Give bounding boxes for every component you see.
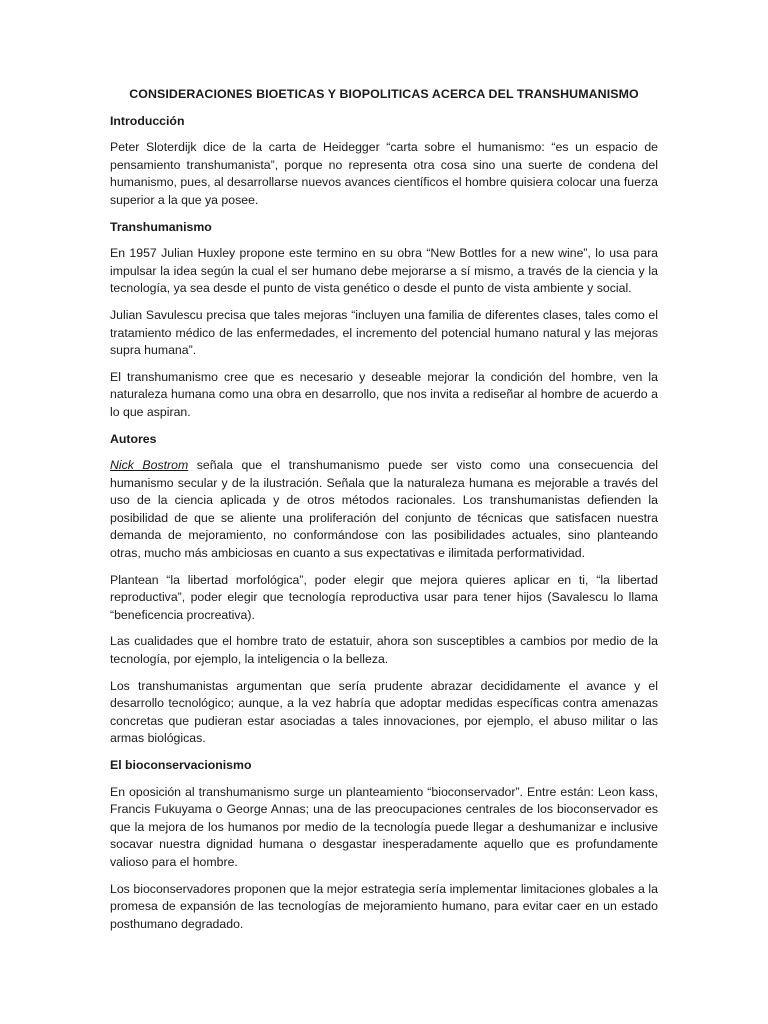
document-title: CONSIDERACIONES BIOETICAS Y BIOPOLITICAS ACERCA DEL TRANSHUMANISMO [129, 87, 639, 101]
section-heading-transhumanismo: Transhumanismo [110, 219, 212, 234]
paragraph-bioconservacionismo-2: Los bioconservadores proponen que la mejor estrategia sería implementar limitaciones globales a la promesa de expansión de las tecnologías de mejoramiento humano, para evitar caer en un estado posthumano degradado. [110, 881, 658, 931]
paragraph-transhumanismo-2: Julian Savulescu precisa que tales mejoras “incluyen una familia de diferentes clases, tales como el tratamiento médico de las enfermedades, el incremento del potencial humano natural y las mejoras supra humana”. [110, 307, 658, 358]
paragraph-bioconservacionismo-1: En oposición al transhumanismo surge un planteamiento “bioconservador”. Entre están: Leon kass, Francis Fukuyama o George Annas; una de las preocupaciones centrales de los bioconservador es que la mejora de los humanos por medio de la tecnología puede llegar a deshumanizar e inclusive socavar nuestra dignidad humana o desgastar inesperadamente aquello que es profundamente valioso para el hombre. [110, 784, 658, 869]
paragraph-autores-4: Los transhumanistas argumentan que sería prudente abrazar decididamente el avance y el desarrollo tecnológico; aunque, a la vez habría que adoptar medidas específicas contra amenazas concretas que pudieran estar asociadas a tales innovaciones, por ejemplo, el abuso militar o las armas biológicas. [110, 678, 658, 746]
document-page [110, 86, 658, 942]
section-heading-intro: Introducción [110, 113, 185, 128]
paragraph-autores-1 [110, 457, 658, 563]
author-link-nick-bostrom[interactable]: Nick Bostrom [110, 458, 189, 473]
paragraph-autores-2: Plantean “la libertad morfológica”, poder elegir que mejora quieres aplicar en ti, “la libertad reproductiva”, poder elegir que tecnología reproductiva usar para tener hijos (Savalescu lo llama “beneficencia procreativa). [110, 572, 658, 622]
paragraph-transhumanismo-3: El transhumanismo cree que es necesario y deseable mejorar la condición del hombre, ven la naturaleza humana como una obra en desarrollo, que nos invita a rediseñar al hombre de acuerdo a lo que aspiran. [110, 369, 658, 419]
paragraph-autores-1-text: señala que el transhumanismo puede ser visto como una consecuencia del humanismo secular y de la ilustración. Señala que la naturaleza humana es mejorable a través del uso de la ciencia aplicada y de otros métodos racionales. Los transhumanistas defienden la posibilidad de que se aliente una proliferación del conjunto de técnicas que satisfacen nuestra demanda de mejoramiento, no conformándose con las posibilidades actuales, sino planteando otras, mucho más ambiciosas en cuanto a sus expectativas e ilimitada performatividad. [110, 458, 659, 561]
paragraph-transhumanismo-1: En 1957 Julian Huxley propone este termino en su obra “New Bottles for a new wine”, lo usa para impulsar la idea según la cual el ser humano debe mejorarse a sí mismo, a través de la ciencia y la tecnología, ya sea desde el punto de vista genético o desde el punto de vista ambiente y social. [110, 246, 658, 296]
section-heading-autores: Autores [110, 431, 157, 446]
section-heading-bioconservacionismo: El bioconservacionismo [110, 758, 252, 772]
paragraph-autores-3: Las cualidades que el hombre trato de estatuir, ahora son susceptibles a cambios por medio de la tecnología, por ejemplo, la inteligencia o la belleza. [110, 634, 658, 667]
paragraph-intro-1: Peter Sloterdijk dice de la carta de Heidegger “carta sobre el humanismo: “es un espacio de pensamiento transhumanista”, porque no representa otra cosa sino una suerte de condena del humanismo, pues, al desarrollarse nuevos avances científicos el hombre quisiera colocar una fuerza superior a la que ya posee. [110, 140, 658, 207]
